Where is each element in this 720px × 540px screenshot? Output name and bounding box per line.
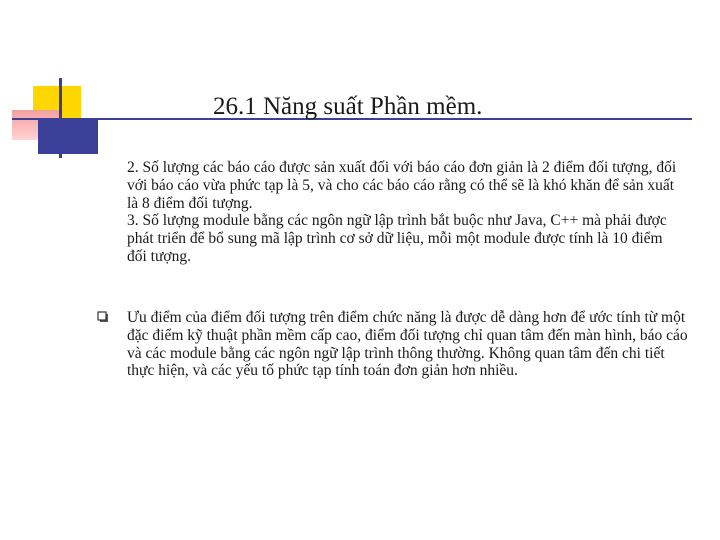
slide-title: 26.1 Năng suất Phần mềm. xyxy=(213,93,483,120)
hollow-square-bullet-icon xyxy=(97,311,109,323)
bullet-text: Ưu điểm của điểm đối tượng trên điểm chức năng là được dễ dàng hơn để ước tính từ một đặc điểm kỹ thuật phần mềm cấp cao, điểm đối tượng chỉ quan tâm đến màn hình, báo cáo và các module bằng các ngôn ngữ lập trình thông thường. Không quan tâm đến chi tiết thực hiện, và các yếu tố phức tạp tính toán đơn giản hơn nhiều. xyxy=(127,309,688,380)
numbered-items xyxy=(127,159,685,266)
item-3-paragraph: 3. Số lượng module bằng các ngôn ngữ lập trình bắt buộc như Java, C++ mà phải được phát triển để bổ sung mã lập trình cơ sở dữ liệu, mỗi một module được tính là 10 điểm đối tượng. xyxy=(127,212,667,265)
decor-blue-square xyxy=(38,118,98,154)
item-2-paragraph: 2. Số lượng các báo cáo được sản xuất đối với báo cáo đơn giản là 2 điểm đối tượng, đối với báo cáo vừa phức tạp là 5, và cho các báo cáo rằng có thể sẽ là khó khăn để sản xuất là 8 điểm đối tượng. xyxy=(127,159,677,212)
